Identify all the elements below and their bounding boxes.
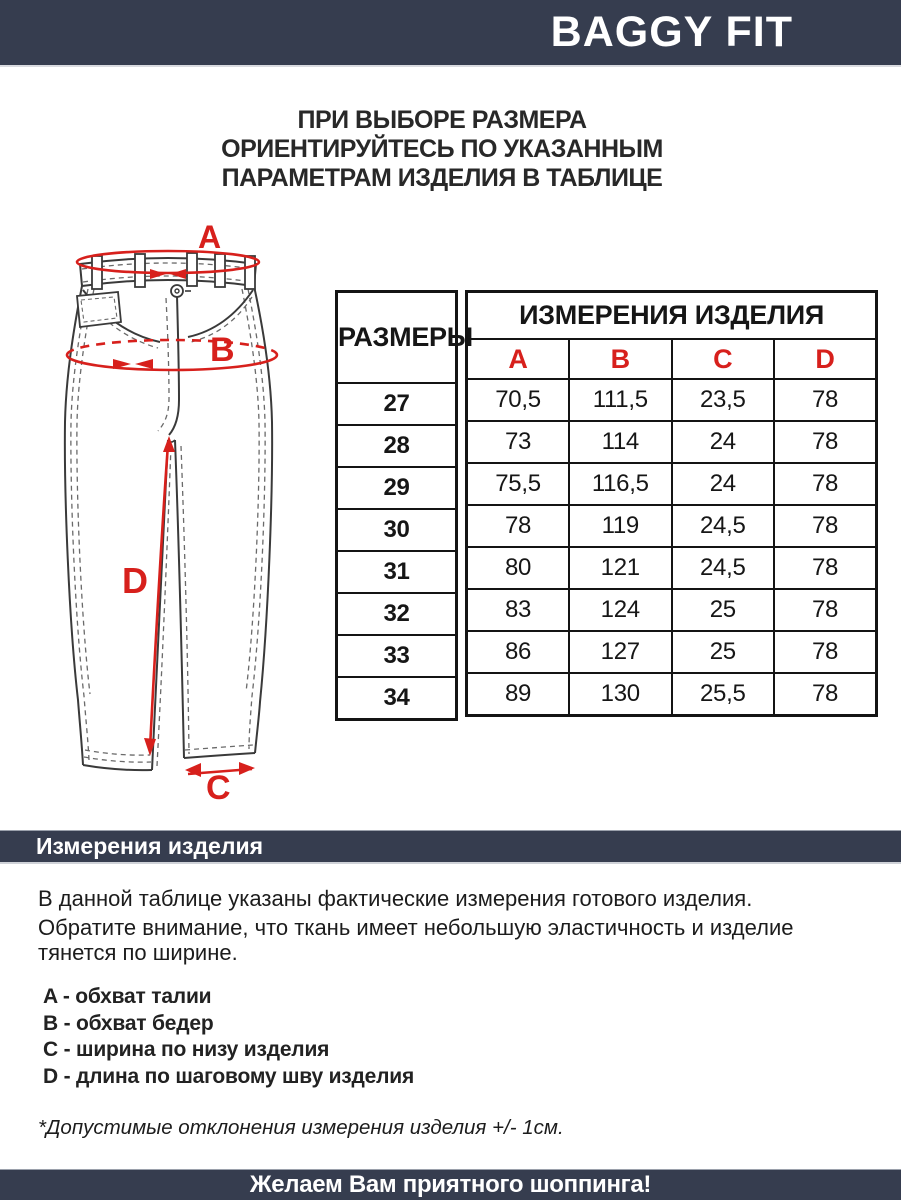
cell-a: 86 (467, 631, 570, 673)
table-row (467, 631, 877, 673)
measure-marks (67, 251, 277, 774)
table-row (337, 635, 457, 677)
column-letters-row (467, 339, 877, 379)
cell-b: 111,5 (569, 379, 672, 421)
intro-line-1: ПРИ ВЫБОРЕ РАЗМЕРА (297, 106, 587, 134)
size-cell: 34 (337, 677, 457, 720)
sizes-table (335, 290, 473, 721)
cell-c: 24,5 (672, 547, 775, 589)
cell-a: 80 (467, 547, 570, 589)
column-d: D (774, 339, 877, 379)
sizes-header: РАЗМЕРЫ (337, 292, 457, 384)
cell-c: 25,5 (672, 673, 775, 716)
column-b: B (569, 339, 672, 379)
diagram-label-b: B (210, 331, 235, 369)
cell-b: 127 (569, 631, 672, 673)
table-row (337, 551, 457, 593)
cell-d: 78 (774, 589, 877, 631)
table-row (467, 421, 877, 463)
intro-line-3: ПАРАМЕТРАМ ИЗДЕЛИЯ В ТАБЛИЦЕ (221, 164, 663, 192)
cell-a: 78 (467, 505, 570, 547)
cell-d: 78 (774, 463, 877, 505)
diagram-label-a: A (198, 222, 222, 255)
cell-a: 89 (467, 673, 570, 716)
intro-heading (0, 106, 884, 193)
size-cell: 30 (337, 509, 457, 551)
table-row (337, 509, 457, 551)
table-row (337, 467, 457, 509)
size-cell: 29 (337, 467, 457, 509)
cell-b: 124 (569, 589, 672, 631)
cell-a: 75,5 (467, 463, 570, 505)
footer-bar (0, 1169, 901, 1200)
footer-message: Желаем Вам приятного шоппинга! (249, 1171, 652, 1198)
section-title: Измерения изделия (36, 833, 264, 859)
cell-a: 73 (467, 421, 570, 463)
brand-header-bar (0, 0, 901, 67)
cell-d: 78 (774, 421, 877, 463)
table-row (337, 677, 457, 720)
measurements-section-bar (0, 830, 901, 864)
size-cell: 27 (337, 383, 457, 425)
cell-d: 78 (774, 547, 877, 589)
cell-c: 23,5 (672, 379, 775, 421)
legend-item-b: B - обхват бедер (43, 1011, 214, 1035)
cell-b: 121 (569, 547, 672, 589)
size-cell: 28 (337, 425, 457, 467)
cell-a: 83 (467, 589, 570, 631)
tolerance-disclaimer: *Допустимые отклонения измерения изделия +/- 1см. (38, 1116, 564, 1139)
cell-d: 78 (774, 379, 877, 421)
cell-b: 119 (569, 505, 672, 547)
table-row (337, 383, 457, 425)
table-row (467, 673, 877, 716)
measurement-legend (43, 984, 414, 1090)
column-c: C (672, 339, 775, 379)
cell-b: 114 (569, 421, 672, 463)
legend-item-d: D - длина по шаговому шву изделия (43, 1064, 415, 1088)
measurements-table (465, 290, 878, 717)
note-paragraph-1: В данной таблице указаны фактические измерения готового изделия. (38, 886, 753, 911)
table-row (467, 589, 877, 631)
legend-item-a: A - обхват талии (43, 985, 212, 1008)
cell-d: 78 (774, 631, 877, 673)
table-row (467, 547, 877, 589)
intro-line-2: ОРИЕНТИРУЙТЕСЬ ПО УКАЗАННЫМ (221, 135, 663, 163)
diagram-label-d: D (122, 560, 148, 601)
table-row (467, 505, 877, 547)
cell-c: 24 (672, 463, 775, 505)
brand-title: BAGGY FIT (550, 8, 793, 56)
cell-a: 70,5 (467, 379, 570, 421)
measurements-header: ИЗМЕРЕНИЯ ИЗДЕЛИЯ (467, 292, 877, 340)
table-row (467, 463, 877, 505)
cell-b: 116,5 (569, 463, 672, 505)
table-row (467, 379, 877, 421)
diagram-label-c: C (206, 769, 231, 807)
jeans-measurement-diagram (38, 222, 338, 807)
cell-c: 25 (672, 631, 775, 673)
table-row (337, 425, 457, 467)
cell-d: 78 (774, 505, 877, 547)
cell-c: 24,5 (672, 505, 775, 547)
note-paragraph-2: Обратите внимание, что ткань имеет небольшую эластичность и изделие тянется по ширине. (38, 915, 794, 965)
size-cell: 31 (337, 551, 457, 593)
legend-item-c: C - ширина по низу изделия (43, 1038, 330, 1061)
notes-block (38, 886, 876, 969)
size-cell: 32 (337, 593, 457, 635)
size-cell: 33 (337, 635, 457, 677)
cell-b: 130 (569, 673, 672, 716)
cell-d: 78 (774, 673, 877, 716)
cell-c: 25 (672, 589, 775, 631)
column-a: A (467, 339, 570, 379)
cell-c: 24 (672, 421, 775, 463)
table-row (337, 593, 457, 635)
